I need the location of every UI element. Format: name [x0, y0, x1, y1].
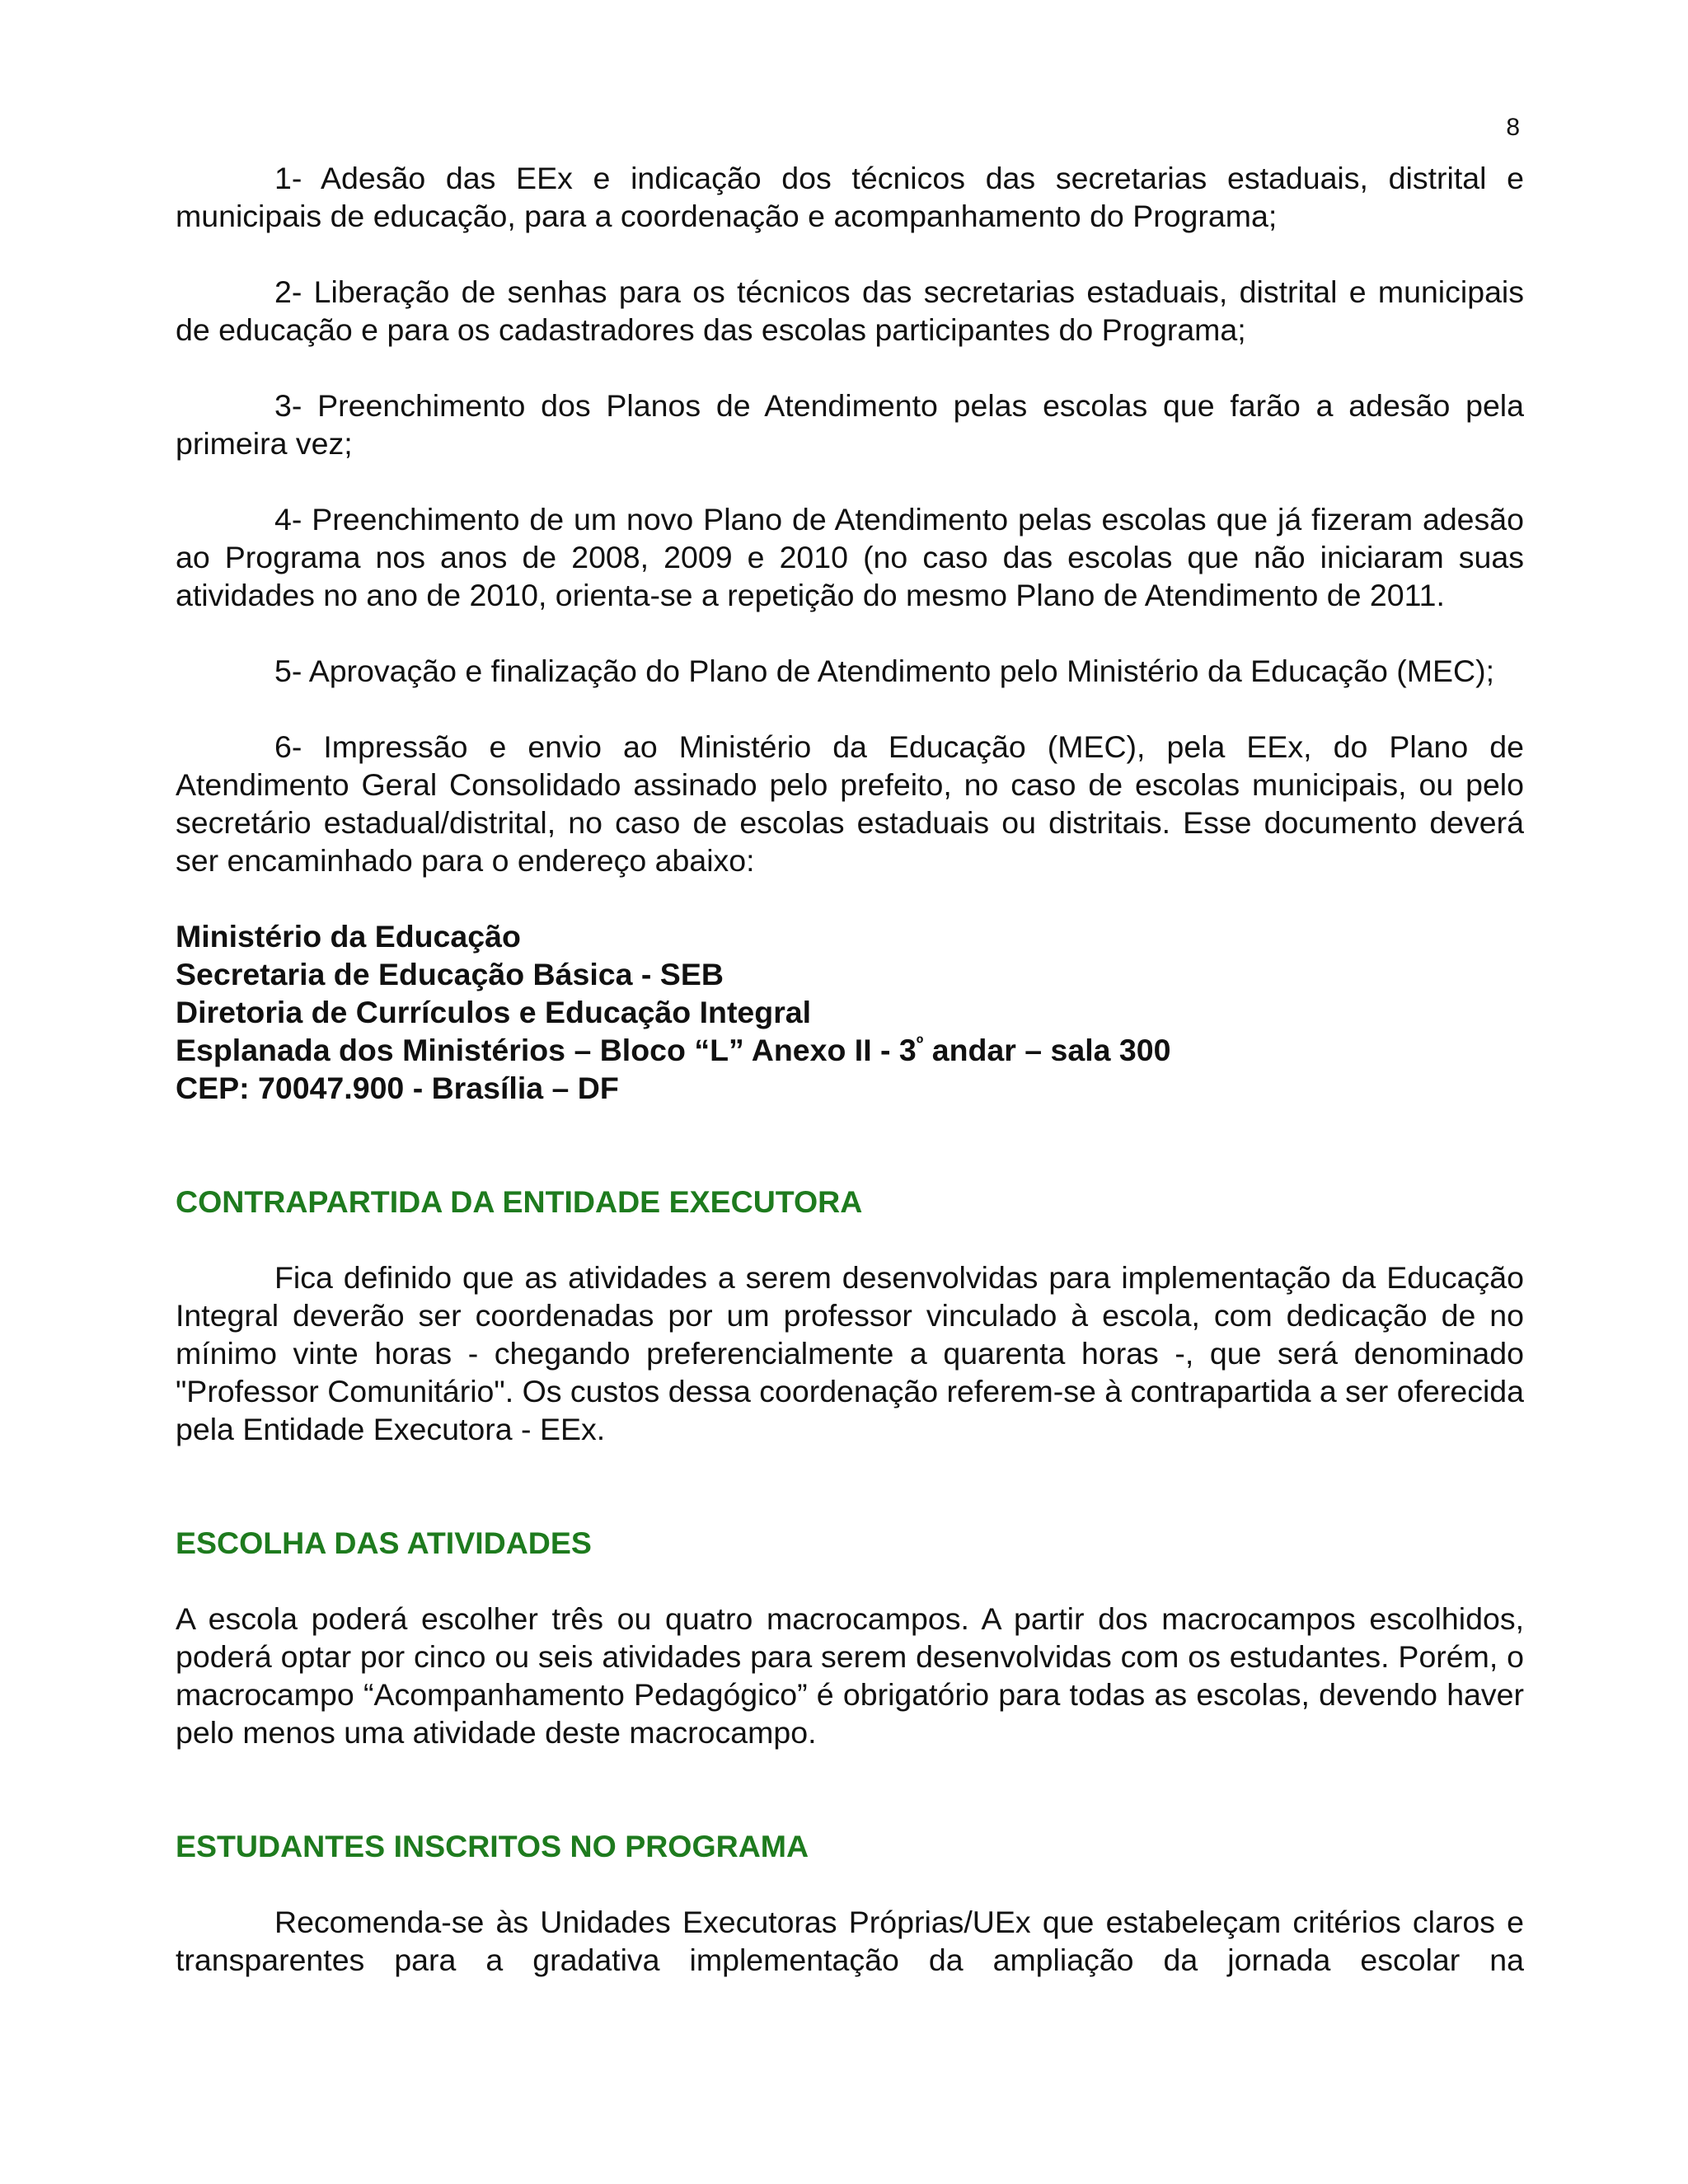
address-floor-room: andar – sala 300 [923, 1033, 1171, 1067]
step-paragraph-6: 6- Impressão e envio ao Ministério da Educação (MEC), pela EEx, do Plano de Atendimento Geral Consolidado assinado pelo prefeito, no caso de escolas municipais, ou pelo secretário estadual/distrital, no caso de escolas estaduais ou distritais. Esse documento deverá ser encaminhado para o endereço abaixo: [176, 729, 1524, 878]
step-paragraph-3: 3- Preenchimento dos Planos de Atendimento pelas escolas que farão a adesão pela primeira vez; [176, 388, 1524, 461]
address-line-secretariat: Secretaria de Educação Básica - SEB [176, 957, 724, 991]
section-text-contrapartida: Fica definido que as atividades a serem desenvolvidas para implementação da Educação Integral deverão ser coordenadas por um professor vinculado à escola, com dedicação de no mínimo vinte horas - chegando preferencialmente a quarenta horas -, que será denominado "Professor Comunitário". Os custos dessa coordenação referem-se à contrapartida a ser oferecida pela Entidade Executora - EEx. [176, 1260, 1524, 1446]
document-body [176, 159, 1524, 2017]
section-heading-contrapartida: CONTRAPARTIDA DA ENTIDADE EXECUTORA [176, 1184, 863, 1219]
address-line-directorate: Diretoria de Currículos e Educação Integral [176, 995, 812, 1029]
step-paragraph-1: 1- Adesão das EEx e indicação dos técnicos das secretarias estaduais, distrital e municipais de educação, para a coordenação e acompanhamento do Programa; [176, 161, 1524, 233]
step-paragraph-2: 2- Liberação de senhas para os técnicos das secretarias estaduais, distrital e municipais de educação e para os cadastradores das escolas participantes do Programa; [176, 274, 1524, 347]
section-text-escolha: A escola poderá escolher três ou quatro macrocampos. A partir dos macrocampos escolhidos, poderá optar por cinco ou seis atividades para serem desenvolvidas com os estudantes. Porém, o macrocampo “Acompanhamento Pedagógico” é obrigatório para todas as escolas, devendo haver pelo menos uma atividade deste macrocampo. [176, 1601, 1524, 1750]
mailing-address [176, 917, 1524, 1107]
address-line-cep: CEP: 70047.900 - Brasília – DF [176, 1071, 619, 1105]
section-heading-estudantes: ESTUDANTES INSCRITOS NO PROGRAMA [176, 1829, 809, 1863]
address-ordinal-mark: º [916, 1033, 924, 1055]
step-paragraph-4: 4- Preenchimento de um novo Plano de Atendimento pelas escolas que já fizeram adesão ao Programa nos anos de 2008, 2009 e 2010 (no caso das escolas que não iniciaram suas atividades no ano de 2010, orienta-se a repetição do mesmo Plano de Atendimento de 2011. [176, 502, 1524, 612]
address-line-ministry: Ministério da Educação [176, 919, 521, 954]
page-number: 8 [1506, 114, 1520, 141]
step-paragraph-5: 5- Aprovação e finalização do Plano de Atendimento pelo Ministério da Educação (MEC); [274, 654, 1495, 688]
section-text-estudantes: Recomenda-se às Unidades Executoras Próprias/UEx que estabeleçam critérios claros e transparentes para a gradativa implementação da ampliação da jornada escolar na [176, 1905, 1524, 1977]
address-line-street [176, 1031, 1524, 1069]
section-heading-escolha: ESCOLHA DAS ATIVIDADES [176, 1526, 592, 1560]
address-street-text: Esplanada dos Ministérios – Bloco “L” Anexo II - 3 [176, 1033, 917, 1067]
